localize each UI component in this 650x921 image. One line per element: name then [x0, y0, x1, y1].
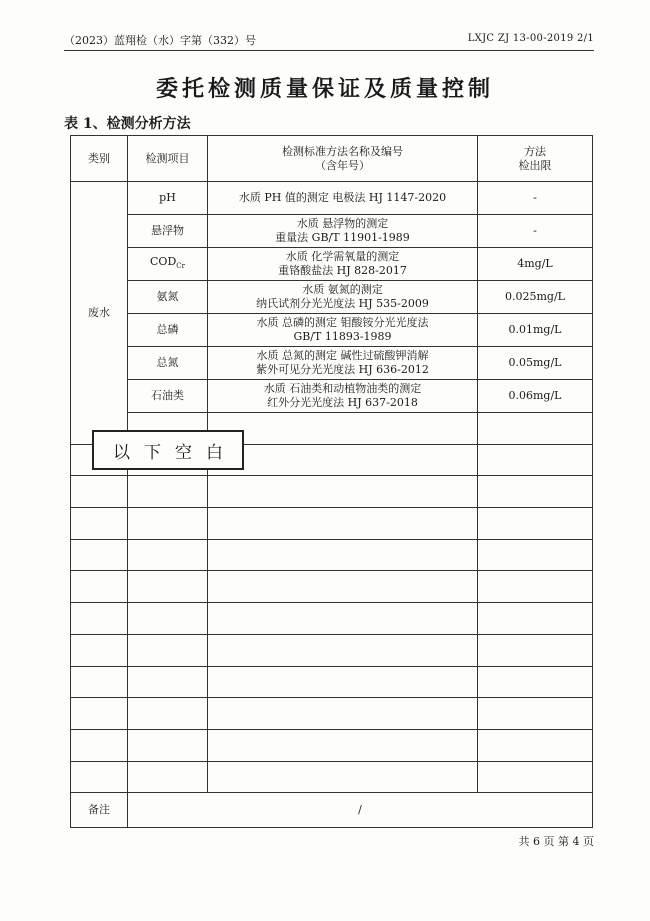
empty-row	[71, 508, 593, 540]
remarks-label: 备注	[71, 793, 128, 828]
item-subscript: Cr	[176, 262, 185, 270]
item-cell: 总磷	[128, 314, 208, 347]
method-cell	[208, 248, 478, 281]
category-cell: 废水	[71, 182, 128, 445]
method-line2: 红外分光光度法 HJ 637-2018	[267, 396, 418, 409]
method-line2: 重量法 GB/T 11901-1989	[275, 231, 410, 244]
limit-cell: 4mg/L	[478, 248, 593, 281]
report-number: （2023）蓝翔检（水）字第（332）号	[64, 34, 256, 47]
header-method-line2: （含年号）	[315, 158, 370, 172]
method-cell	[208, 182, 478, 215]
empty-row	[71, 761, 593, 793]
table-row	[71, 215, 593, 248]
method-cell	[208, 215, 478, 248]
method-cell	[208, 380, 478, 413]
method-line1: 水质 总氮的测定 碱性过硫酸钾消解	[256, 349, 429, 362]
table-header-row	[71, 136, 593, 182]
method-line1: 水质 氨氮的测定	[302, 283, 383, 296]
header-category: 类别	[71, 136, 128, 182]
header-limit-line1: 方法	[524, 144, 546, 158]
page-title: 委托检测质量保证及质量控制	[155, 77, 494, 102]
limit-cell: -	[478, 182, 593, 215]
empty-row	[71, 666, 593, 698]
item-cell: pH	[128, 182, 208, 215]
method-line2: GB/T 11893-1989	[293, 330, 392, 343]
limit-cell: 0.05mg/L	[478, 347, 593, 380]
item-cell	[128, 248, 208, 281]
header-limit	[478, 136, 593, 182]
method-line1: 水质 悬浮物的测定	[296, 217, 389, 230]
empty-row	[71, 698, 593, 730]
table-row	[71, 380, 593, 413]
method-line1: 水质 总磷的测定 钼酸铵分光光度法	[256, 316, 429, 329]
method-cell	[208, 281, 478, 314]
form-code: LXJC ZJ 13-00-2019 2/1	[467, 33, 594, 44]
item-cell: 氨氮	[128, 281, 208, 314]
table-row	[71, 182, 593, 215]
empty-row	[71, 603, 593, 635]
item-cell: 悬浮物	[128, 215, 208, 248]
empty-row	[71, 634, 593, 666]
limit-cell: 0.01mg/L	[478, 314, 593, 347]
table-row	[71, 281, 593, 314]
method-line1: 水质 PH 值的测定 电极法 HJ 1147-2020	[238, 191, 447, 204]
empty-row	[71, 539, 593, 571]
empty-row	[71, 476, 593, 508]
limit-cell: -	[478, 215, 593, 248]
remarks-row	[71, 793, 593, 828]
limit-cell: 0.06mg/L	[478, 380, 593, 413]
method-line1: 水质 化学需氧量的测定	[285, 250, 400, 263]
method-line2: 重铬酸盐法 HJ 828-2017	[278, 264, 407, 277]
method-cell	[208, 347, 478, 380]
empty-row	[71, 571, 593, 603]
table-caption: 表 1、检测分析方法	[64, 116, 191, 132]
method-cell	[208, 314, 478, 347]
item-cell: 总氮	[128, 347, 208, 380]
blank-below-stamp: 以下空白	[92, 430, 244, 470]
header-method	[208, 136, 478, 182]
table-row	[71, 314, 593, 347]
header-divider	[64, 50, 594, 51]
method-line2: 纳氏试剂分光光度法 HJ 535-2009	[256, 297, 429, 310]
methods-table	[70, 135, 593, 828]
item-text: COD	[150, 255, 177, 268]
method-line2: 紫外可见分光光度法 HJ 636-2012	[256, 363, 429, 376]
header-method-line1: 检测标准方法名称及编号	[282, 144, 403, 158]
limit-cell: 0.025mg/L	[478, 281, 593, 314]
page-number: 共 6 页 第 4 页	[518, 835, 594, 848]
item-cell: 石油类	[128, 380, 208, 413]
table-row	[71, 347, 593, 380]
header-item: 检测项目	[128, 136, 208, 182]
header-limit-line2: 检出限	[518, 158, 552, 172]
table-row	[71, 248, 593, 281]
method-line1: 水质 石油类和动植物油类的测定	[263, 382, 422, 395]
empty-row	[71, 729, 593, 761]
remarks-value: /	[128, 793, 593, 828]
